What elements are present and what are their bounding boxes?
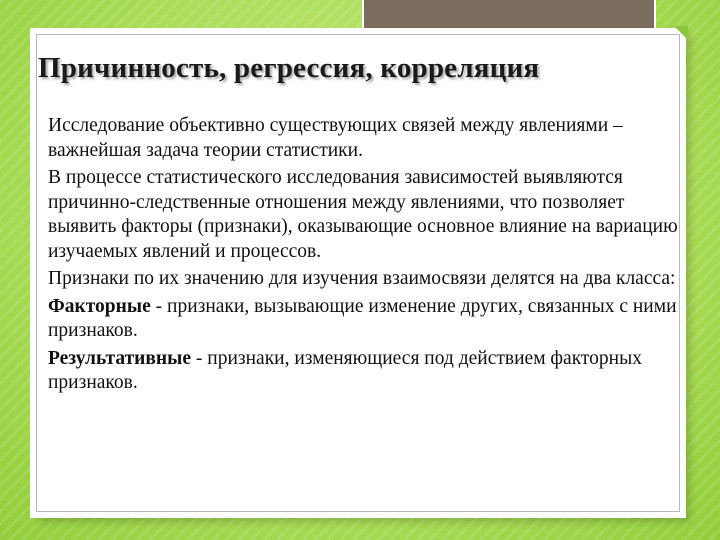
corner-triangle-icon: [674, 26, 688, 40]
paragraph-3-text: Признаки по их значению для изучения взаимосвязи делятся на два класса:: [48, 268, 676, 289]
factor-definition: - признаки, вызывающие изменение других, связанных с ними признаков.: [48, 295, 677, 341]
paragraph-1: [48, 114, 680, 163]
paragraph-1-text: Исследование объективно существующих связей между явлениями – важнейшая задача теории статистики.: [48, 115, 623, 161]
factor-term: Факторные: [48, 295, 151, 317]
paragraph-2-text: В процессе статистического исследования зависимостей выявляются причинно-следственные отношения между явлениями, что позволяет выявить факторы (признаки), оказывающие основное влияние на вариацию изучаемых явлений и процессов.: [48, 167, 678, 262]
slide-body: [48, 114, 680, 399]
slide-title: Причинность, регрессия, корреляция: [38, 52, 540, 84]
paragraph-4: [48, 295, 680, 344]
paragraph-2: [48, 166, 680, 264]
paragraph-5: [48, 347, 680, 396]
result-definition: - признаки, изменяющиеся под действием факторных признаков.: [48, 347, 642, 393]
paragraph-3: [48, 267, 680, 292]
result-term: Результативные: [48, 347, 192, 369]
